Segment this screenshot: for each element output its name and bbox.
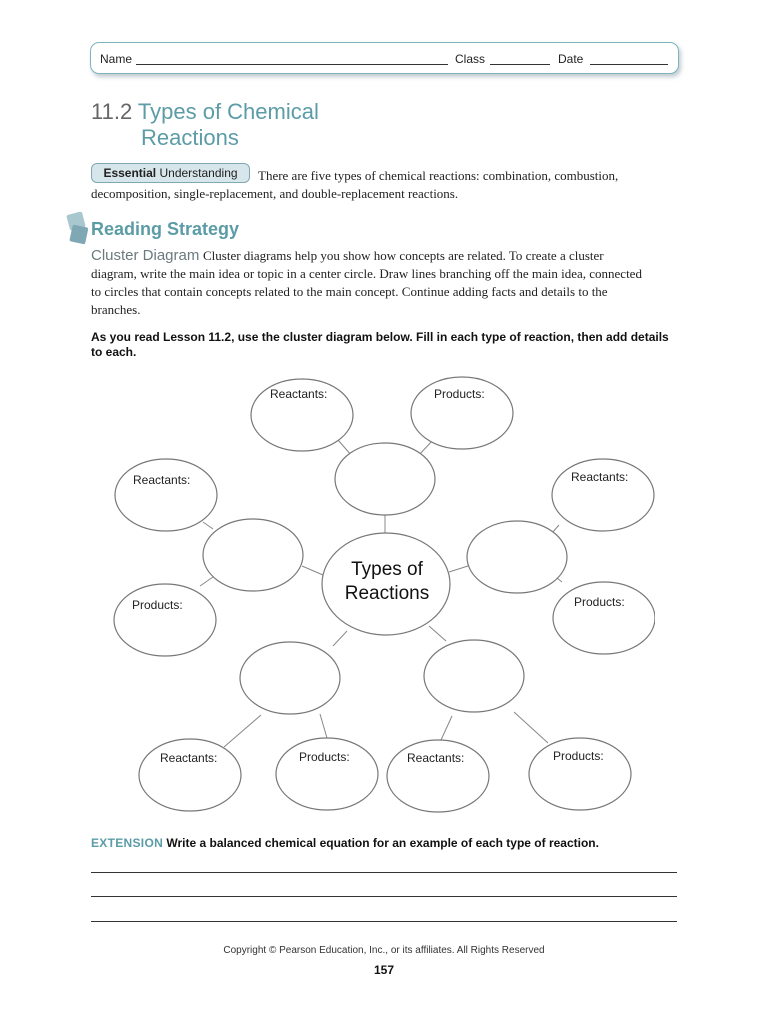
answer-line[interactable] <box>91 872 677 873</box>
diagram-node-products-right <box>553 582 655 654</box>
products-label: Products: <box>299 750 350 764</box>
name-label: Name <box>100 52 133 66</box>
diagram-node-type-1 <box>335 443 435 515</box>
name-field[interactable] <box>136 64 448 65</box>
cluster-diagram-text: Cluster diagrams help you show how concepts are related. To create a cluster diagram, write the main idea or topic in a center circle. Draw lines branching off the main idea, connected to circles that contain concepts related to the main concept. Continue adding facts and details to the branches. <box>91 248 642 317</box>
diagram-node-products-bottom-1 <box>276 738 378 810</box>
diagram-node-type-4 <box>240 642 340 714</box>
reactants-label: Reactants: <box>133 473 191 487</box>
badge-bold-text: Essential <box>103 166 157 180</box>
reading-strategy-title: Reading Strategy <box>91 219 240 239</box>
products-label: Products: <box>553 749 604 763</box>
reactants-label: Reactants: <box>270 387 328 401</box>
diagram-node-reactants-left <box>115 459 217 531</box>
products-label: Products: <box>434 387 485 401</box>
products-label: Products: <box>574 595 625 609</box>
extension-prompt <box>91 836 599 850</box>
page-number: 157 <box>373 963 395 977</box>
date-label: Date <box>558 52 584 66</box>
reading-strategy-icon <box>64 212 90 246</box>
answer-line[interactable] <box>91 896 677 897</box>
copyright-notice: Copyright © Pearson Education, Inc., or its affiliates. All Rights Reserved <box>223 945 545 956</box>
diagram-node-type-3 <box>467 521 567 593</box>
center-label-line1: Types of <box>351 559 423 580</box>
essential-understanding-text: There are five types of chemical reactions: combination, combustion, decomposition, single-replacement, and double-replacement reactions. <box>91 168 619 201</box>
reactants-label: Reactants: <box>407 751 465 765</box>
cluster-diagram-paragraph <box>91 247 651 319</box>
instruction-text: As you read Lesson 11.2, use the cluster diagram below. Fill in each type of reaction, then add details to each. <box>91 330 669 359</box>
diagram-node-type-5 <box>424 640 524 712</box>
diagram-node-products-left <box>114 584 216 656</box>
extension-tag: EXTENSION <box>91 836 164 850</box>
products-label: Products: <box>132 598 183 612</box>
diagram-node-type-2 <box>203 519 303 591</box>
date-field[interactable] <box>590 64 668 65</box>
essential-understanding-badge <box>91 163 250 183</box>
class-field[interactable] <box>490 64 550 65</box>
extension-text: Write a balanced chemical equation for an example of each type of reaction. <box>166 836 599 850</box>
reactants-label: Reactants: <box>571 470 629 484</box>
badge-rest-text: Understanding <box>159 166 238 180</box>
reactants-label: Reactants: <box>160 751 218 765</box>
answer-line[interactable] <box>91 921 677 922</box>
cluster-diagram <box>105 372 655 817</box>
lesson-title <box>91 98 319 125</box>
name-class-date-box <box>90 42 679 74</box>
lesson-title-line1: Types of Chemical <box>137 99 319 124</box>
cluster-diagram-subtitle: Cluster Diagram <box>91 247 200 264</box>
diagram-node-reactants-bottom-1 <box>139 739 241 811</box>
lesson-number: 11.2 <box>91 99 133 124</box>
center-label-line2: Reactions <box>344 583 430 604</box>
lesson-title-line2: Reactions <box>141 125 239 150</box>
class-label: Class <box>455 52 486 66</box>
